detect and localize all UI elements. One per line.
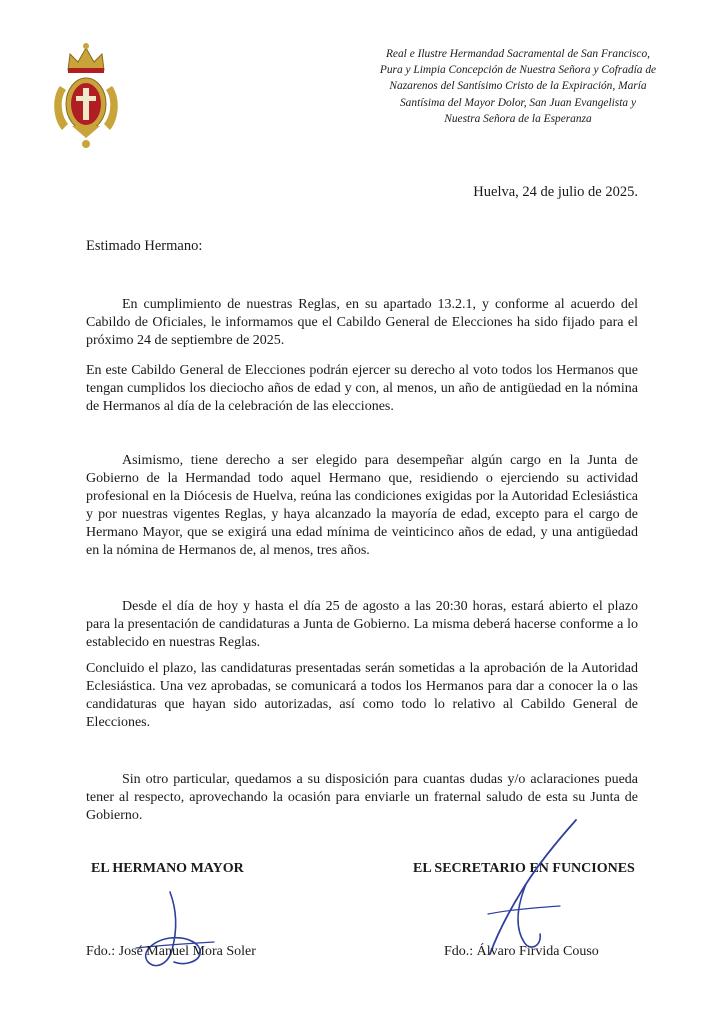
- paragraph-voting-rights: En este Cabildo General de Elecciones podrán ejercer su derecho al voto todos los Hermanos que tengan cumplidos los dieciocho años de edad y con, al menos, un año de antigüedad en la nómina de Hermanos al día de la celebración de las elecciones.: [86, 363, 638, 414]
- brotherhood-line: Santísima del Mayor Dolor, San Juan Evangelista y: [399, 96, 636, 109]
- signatory-name-right: Fdo.: Álvaro Firvida Couso: [444, 944, 599, 959]
- brotherhood-crest-icon: [48, 40, 124, 152]
- brotherhood-line: Nazarenos del Santísimo Cristo de la Expiración, María: [389, 80, 647, 93]
- brotherhood-name: [370, 46, 666, 127]
- brotherhood-line: Nuestra Señora de la Esperanza: [444, 112, 592, 125]
- signature-title-right: EL SECRETARIO EN FUNCIONES: [413, 861, 635, 876]
- brotherhood-line: Real e Ilustre Hermandad Sacramental de San Francisco,: [385, 48, 651, 60]
- brotherhood-line: Pura y Limpia Concepción de Nuestra Señora y Cofradía de: [379, 64, 657, 77]
- paragraph-candidacy-deadline: Desde el día de hoy y hasta el día 25 de agosto a las 20:30 horas, estará abierto el plazo para la presentación de candidaturas a Junta de Gobierno. La misma deberá hacerse conforme a lo establecido en nuestras Reglas.: [86, 599, 638, 650]
- signature-title-left: EL HERMANO MAYOR: [91, 861, 244, 876]
- paragraph-approval: Concluido el plazo, las candidaturas presentadas serán sometidas a la aprobación de la Autoridad Eclesiástica. Una vez aprobadas, se comunicará a todos los Hermanos para dar a conocer la o las candidaturas que hayan sido autorizadas, así como todo lo relativo al Cabildo General de Elecciones.: [86, 661, 638, 730]
- signatory-name-left: Fdo.: José Manuel Mora Soler: [86, 944, 256, 959]
- letter-greeting: Estimado Hermano:: [86, 238, 203, 254]
- handwritten-signature-left: [130, 888, 220, 974]
- paragraph-closing: Sin otro particular, quedamos a su disposición para cuantas dudas y/o aclaraciones pueda tener al respecto, aprovechando la ocasión para enviarle un fraternal saludo de esta su Junta de Gobierno.: [86, 772, 638, 823]
- paragraph-eligibility: Asimismo, tiene derecho a ser elegido para desempeñar algún cargo en la Junta de Gobierno de la Hermandad todo aquel Hermano que, residiendo o ejerciendo su actividad profesional en la Diócesis de Huelva, reúna las condiciones exigidas por la Autoridad Eclesiástica y por nuestras vigentes Reglas, y haya alcanzado la mayoría de edad, excepto para el cargo de Hermano Mayor, que se exigirá una edad mínima de veinticinco años de edad, y una antigüedad en la nómina de Hermanos de, al menos, tres años.: [86, 453, 638, 558]
- handwritten-signature-right: [468, 814, 588, 964]
- letter-date: Huelva, 24 de julio de 2025.: [473, 184, 638, 200]
- paragraph-elections-date: En cumplimiento de nuestras Reglas, en su apartado 13.2.1, y conforme al acuerdo del Cabildo de Oficiales, le informamos que el Cabildo General de Elecciones ha sido fijado para el próximo 24 de septiembre de 2025.: [86, 297, 638, 348]
